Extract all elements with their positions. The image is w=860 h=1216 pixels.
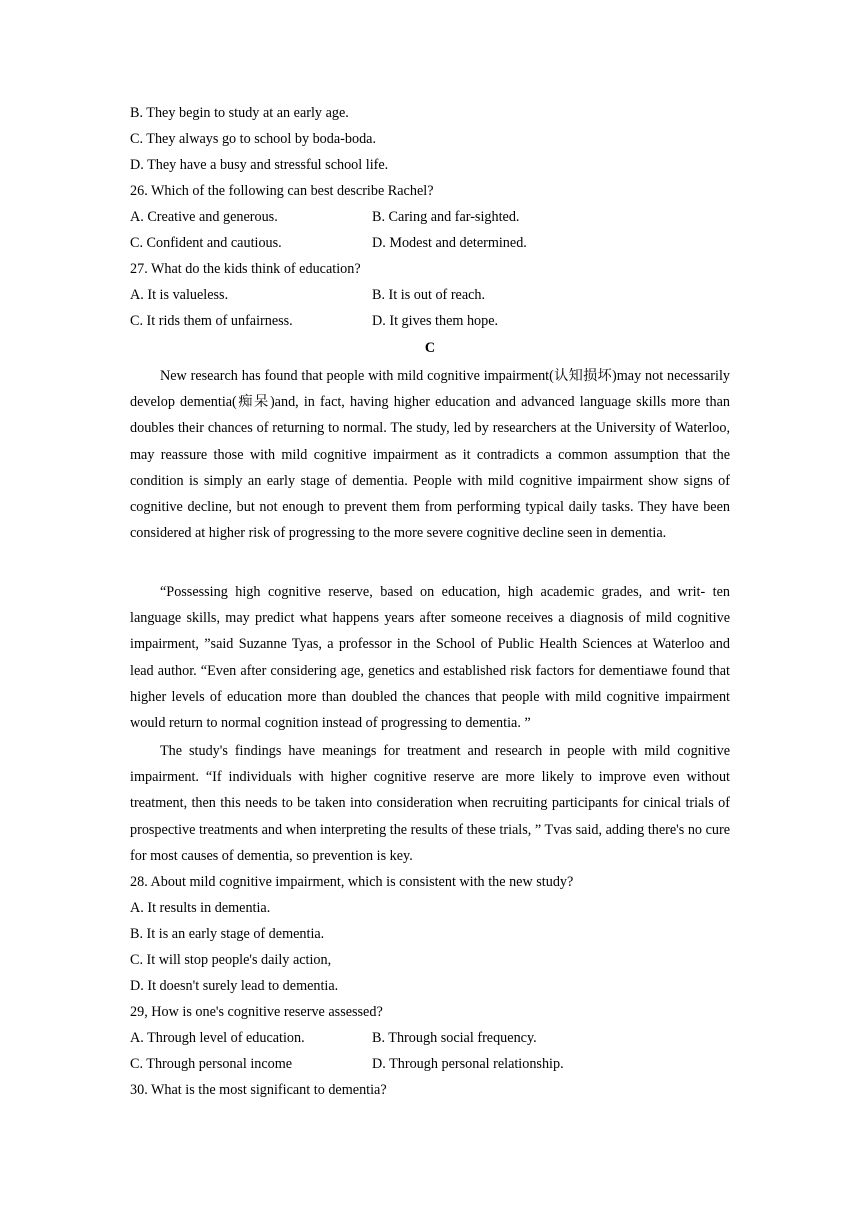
q28-option-d: D. It doesn't surely lead to dementia.	[130, 978, 339, 994]
q26-option-d: D. Modest and determined.	[372, 235, 527, 251]
passage-paragraph-2: “Possessing high cognitive reserve, based on education, high academic grades, and writ- ten language skills, may predict what happens years after someone receives a diagnosis of mild cognitive impairment, ”said Suzanne Tyas, a professor in the School of Public Health Sciences at Waterloo and lead author. “Even after considering age, genetics and established risk factors for dementiawe found that higher levels of education more than doubled the chances that people with mild cognitive impairment would return to normal cognition instead of progressing to dementia. ”	[130, 584, 730, 732]
q28-question: 28. About mild cognitive impairment, which is consistent with the new study?	[130, 874, 574, 890]
section-heading: C	[424, 340, 436, 356]
q28-option-a: A. It results in dementia.	[130, 900, 271, 916]
q29-option-b: B. Through social frequency.	[372, 1030, 537, 1046]
q29-option-a: A. Through level of education.	[130, 1030, 305, 1046]
q26-question: 26. Which of the following can best describe Rachel?	[130, 183, 434, 199]
q26-option-a: A. Creative and generous.	[130, 209, 278, 225]
q25-option-d: D. They have a busy and stressful school life.	[130, 157, 389, 173]
q28-option-c: C. It will stop people's daily action,	[130, 952, 332, 968]
q27-option-d: D. It gives them hope.	[372, 313, 499, 329]
passage-paragraph-3: The study's findings have meanings for treatment and research in people with mild cognitive impairment. “If individuals with higher cognitive reserve are more likely to improve even without treatment, then this needs to be taken into consideration when recruiting participants for cinical trials of prospective treatments and when interpreting the results of these trials, ” Tvas said, adding there's no cure for most causes of dementia, so prevention is key.	[130, 743, 730, 864]
q25-option-b: B. They begin to study at an early age.	[130, 105, 349, 121]
q27-question: 27. What do the kids think of education?	[130, 261, 361, 277]
q26-option-b: B. Caring and far-sighted.	[372, 209, 520, 225]
q29-option-c: C. Through personal income	[130, 1056, 293, 1072]
passage-paragraph-1: New research has found that people with mild cognitive impairment(认知损坏)may not necessarily develop dementia(痴呆)and, in fact, having higher education and advanced language skills more than doubles their chances of returning to normal. The study, led by researchers at the University of Waterloo, may reassure those with mild cognitive impairment as it contradicts a common assumption that the condition is simply an early stage of dementia. People with mild cognitive impairment show signs of cognitive decline, but not enough to prevent them from performing typical daily tasks. They have been considered at higher risk of progressing to the more severe cognitive decline seen in dementia.	[130, 368, 730, 542]
q29-option-d: D. Through personal relationship.	[372, 1056, 564, 1072]
q27-option-c: C. It rids them of unfairness.	[130, 313, 293, 329]
q27-option-a: A. It is valueless.	[130, 287, 229, 303]
q28-option-b: B. It is an early stage of dementia.	[130, 926, 325, 942]
q30-question: 30. What is the most significant to dementia?	[130, 1082, 387, 1098]
q25-option-c: C. They always go to school by boda-boda.	[130, 131, 377, 147]
q26-option-c: C. Confident and cautious.	[130, 235, 282, 251]
q29-question: 29, How is one's cognitive reserve assessed?	[130, 1004, 383, 1020]
q27-option-b: B. It is out of reach.	[372, 287, 486, 303]
